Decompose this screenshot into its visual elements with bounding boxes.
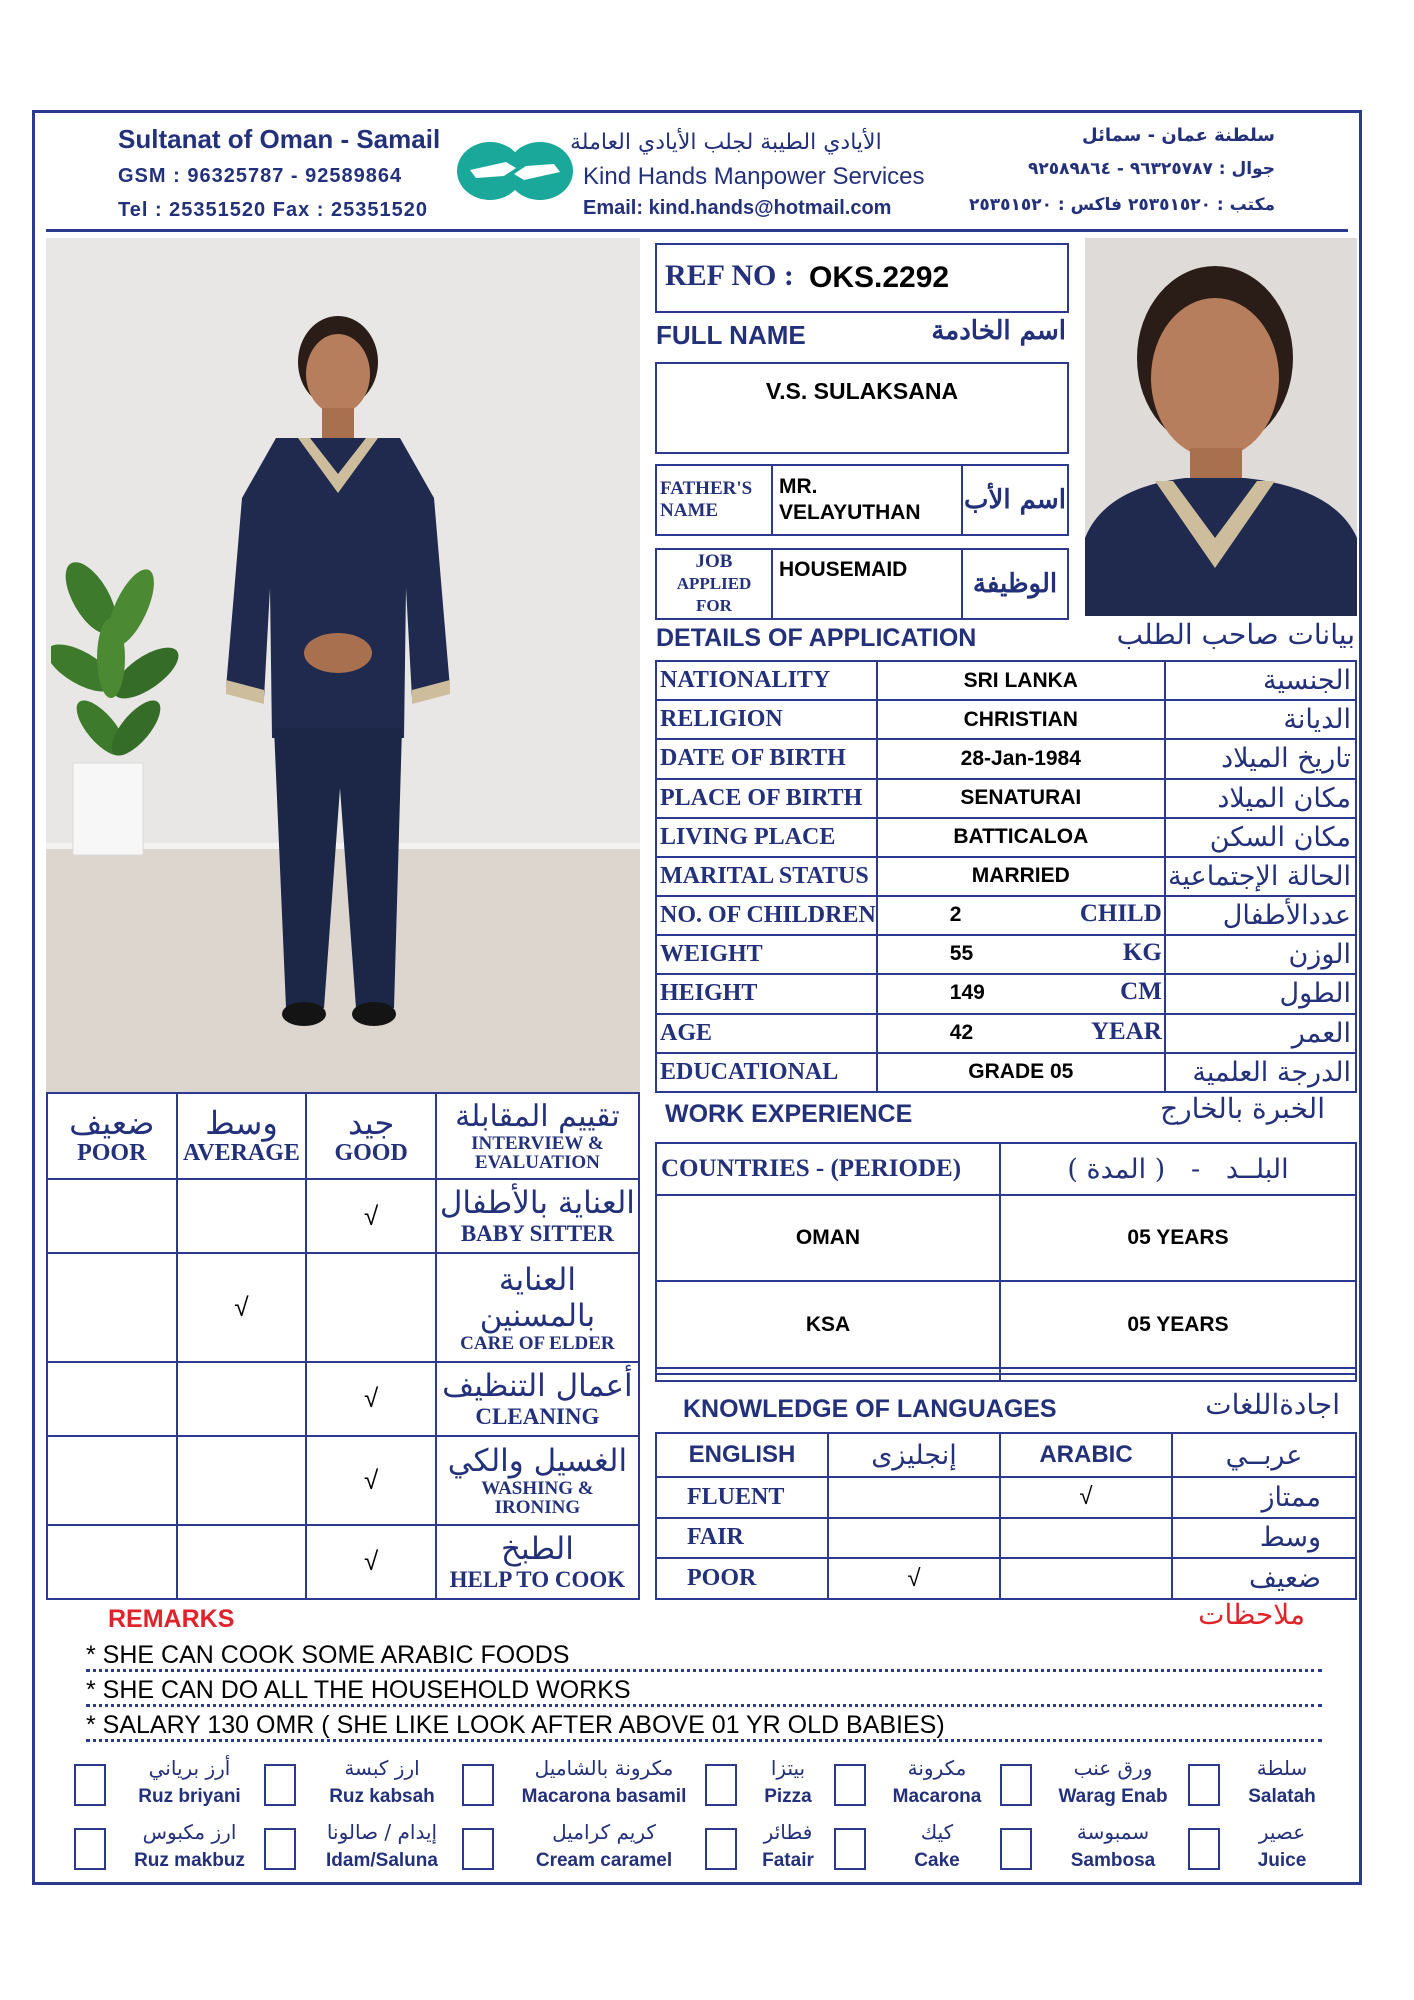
evaluation-skill-ar: أعمال التنظيف [442,1367,633,1404]
food-name-ar: فطائر [763,1820,813,1844]
details-row [656,1014,1356,1053]
details-value: SENATURAI [960,786,1082,810]
languages-row [656,1518,1356,1559]
remarks-title-en: REMARKS [108,1605,235,1633]
details-label-en: HEIGHT [656,974,877,1013]
food-name-ar: ارز مكبوس [142,1820,237,1844]
languages-level-en: FAIR [656,1518,828,1559]
father-value-2: VELAYUTHAN [779,501,921,524]
details-value: GRADE 05 [968,1060,1074,1084]
evaluation-col-ar: تقييم المقابلة [455,1099,620,1134]
evaluation-skill-en: HELP TO COOK [449,1566,626,1592]
evaluation-col-ar: ضعيف [69,1103,155,1142]
food-name-en: Sambosa [1070,1850,1156,1871]
languages-title-en: KNOWLEDGE OF LANGUAGES [683,1395,1057,1423]
languages-level-ar: ضعيف [1172,1558,1356,1599]
details-value: 55 [949,942,974,966]
food-name-en: Salatah [1248,1786,1316,1807]
portrait-photo [1085,238,1357,616]
food-name-en: Cream caramel [535,1850,673,1871]
food-name-ar: سمبوسة [1076,1820,1150,1844]
details-label-ar: عددالأطفال [1165,896,1356,935]
full-name-label-ar: اسم الخادمة [931,316,1066,346]
header-tel-ar: مكتب : ٢٥٣٥١٥٢٠ فاكس : ٢٥٣٥١٥٢٠ [968,195,1275,215]
details-row [656,700,1356,739]
header-divider [46,229,1348,232]
food-name-en: Warag Enab [1058,1786,1168,1807]
evaluation-mark-good [306,1253,435,1361]
evaluation-skill-ar: الطبخ [500,1530,574,1567]
full-body-photo [46,238,640,1092]
details-label-ar: تاريخ الميلاد [1165,739,1356,778]
food-checkbox[interactable] [74,1828,106,1870]
evaluation-mark-average [177,1362,307,1436]
evaluation-skill-en: CLEANING [475,1403,600,1429]
languages-level-ar: وسط [1172,1518,1356,1559]
evaluation-mark-average [177,1436,307,1524]
experience-country [656,1368,1000,1375]
job-label-en-2: APPLIED FOR [676,574,752,615]
details-value: BATTICALOA [953,825,1089,849]
food-name-en: Macarona [892,1786,982,1807]
remark-line: * SHE CAN DO ALL THE HOUSEHOLD WORKS [86,1673,1322,1707]
details-row [656,661,1356,700]
details-row [656,779,1356,818]
food-name-ar: مكرونة بالشاميل [534,1756,674,1780]
evaluation-col-en: INTERVIEW & EVALUATION [471,1133,604,1173]
ref-box [655,243,1069,313]
details-label-ar: الجنسية [1165,661,1356,700]
details-unit: CHILD [1079,900,1162,928]
languages-arabic-en: ARABIC [1000,1433,1172,1477]
header-tel-en: Tel : 25351520 Fax : 25351520 [118,199,428,221]
food-checkbox[interactable] [462,1828,494,1870]
evaluation-row [47,1179,639,1253]
evaluation-mark-poor [47,1179,177,1253]
header-country-en: Sultanat of Oman - Samail [118,124,441,154]
details-value: 2 [949,903,962,927]
food-name-en: Ruz makbuz [134,1850,245,1871]
details-value-cell [877,700,1165,739]
food-name-ar: ارز كبسة [344,1756,420,1780]
evaluation-col-head [177,1093,307,1179]
details-label-ar: الدرجة العلمية [1165,1053,1356,1092]
details-value-cell [877,1053,1165,1092]
food-name-ar: كريم كراميل [552,1820,656,1844]
details-table [655,660,1357,1093]
evaluation-skill-ar: الغسيل والكي [447,1443,628,1480]
languages-title-ar: اجادةاللغات [1205,1388,1340,1421]
evaluation-skill [436,1362,639,1436]
evaluation-row [47,1253,639,1361]
food-checkbox[interactable] [264,1828,296,1870]
details-value-cell [877,779,1165,818]
languages-arabic-mark [1000,1518,1172,1559]
food-name-en: Pizza [764,1786,812,1807]
languages-row [656,1477,1356,1518]
details-value: MARRIED [971,864,1070,888]
languages-table [655,1432,1357,1600]
evaluation-col-head [306,1093,435,1179]
experience-period [1000,1368,1356,1375]
details-title-ar: بيانات صاحب الطلب [1116,618,1355,651]
job-value: HOUSEMAID [779,558,908,581]
ref-label: REF NO : [665,259,794,292]
details-value-cell [877,818,1165,857]
company-logo [456,140,574,202]
evaluation-col-en: AVERAGE [183,1139,300,1166]
evaluation-skill [436,1253,639,1361]
experience-period [1000,1374,1356,1381]
food-checkbox[interactable] [834,1828,866,1870]
experience-row [656,1374,1356,1381]
languages-english-en: ENGLISH [656,1433,828,1477]
food-name-en: Idam/Saluna [326,1850,438,1871]
details-label-en: DATE OF BIRTH [656,739,877,778]
evaluation-skill-ar: العناية بالمسنين [479,1262,596,1335]
experience-country: OMAN [656,1195,1000,1281]
details-value-cell [877,661,1165,700]
details-title-en: DETAILS OF APPLICATION [656,624,977,652]
header-company-ar: الأيادي الطيبة لجلب الأيادي العاملة [570,130,882,155]
details-row [656,818,1356,857]
evaluation-col-head [436,1093,639,1179]
evaluation-col-ar: جيد [347,1103,395,1142]
details-label-en: LIVING PLACE [656,818,877,857]
header-country-ar: سلطنة عمان - سمائل [1082,125,1275,146]
food-name-ar: مكرونة [907,1756,967,1780]
experience-period: 05 YEARS [1000,1281,1356,1367]
details-label-en: WEIGHT [656,935,877,974]
evaluation-header-row [47,1093,639,1179]
details-row [656,857,1356,896]
experience-period: 05 YEARS [1000,1195,1356,1281]
details-value-cell [877,935,1165,974]
header-gsm-en: GSM : 96325787 - 92589864 [118,165,403,187]
full-name-box [655,362,1069,454]
food-checkbox[interactable] [1188,1828,1220,1870]
details-label-en: PLACE OF BIRTH [656,779,877,818]
experience-title-en: WORK EXPERIENCE [665,1100,913,1128]
details-row [656,739,1356,778]
languages-arabic-ar: عربــي [1172,1433,1356,1477]
father-name-table [655,464,1069,536]
details-value-cell [877,857,1165,896]
details-value-cell [877,974,1165,1013]
food-name-en: Ruz briyani [138,1786,241,1807]
details-value: SRI LANKA [963,668,1078,692]
details-label-ar: مكان السكن [1165,818,1356,857]
details-label-ar: الديانة [1165,700,1356,739]
experience-country: KSA [656,1281,1000,1367]
header-company-en: Kind Hands Manpower Services [583,163,925,190]
languages-row [656,1558,1356,1599]
details-label-ar: الحالة الإجتماعية [1165,857,1356,896]
evaluation-mark-average [177,1179,307,1253]
details-label-ar: العمر [1165,1014,1356,1053]
languages-level-ar: ممتاز [1172,1477,1356,1518]
evaluation-row [47,1362,639,1436]
food-checkbox[interactable] [74,1764,106,1806]
job-label-en-1: JOB [695,551,733,572]
experience-row [656,1368,1356,1375]
evaluation-col-en: POOR [77,1139,147,1166]
evaluation-col-en: GOOD [334,1139,408,1166]
job-label-ar: الوظيفة [962,549,1068,619]
details-value-cell [877,1014,1165,1053]
experience-country [656,1374,1000,1381]
food-name-ar: بيتزا [770,1756,806,1780]
food-name-en: Fatair [762,1850,814,1871]
details-value-cell [877,739,1165,778]
evaluation-row [47,1525,639,1600]
food-checkbox[interactable] [705,1764,737,1806]
details-value: CHRISTIAN [963,707,1078,731]
food-name-en: Cake [914,1850,960,1871]
food-checkbox[interactable] [462,1764,494,1806]
details-value: 42 [949,1020,974,1044]
details-unit: KG [1122,939,1162,967]
details-label-en: NATIONALITY [656,661,877,700]
details-label-en: NO. OF CHILDREN [656,896,877,935]
experience-head-en: COUNTRIES - (PERIODE) [656,1143,1000,1195]
food-name-ar: سلطة [1256,1756,1308,1780]
languages-level-en: FLUENT [656,1477,828,1518]
full-name-value: V.S. SULAKSANA [765,378,959,404]
evaluation-mark-average [177,1525,307,1600]
experience-table [655,1142,1357,1382]
remark-line: * SALARY 130 OMR ( SHE LIKE LOOK AFTER ABOVE 01 YR OLD BABIES) [86,1708,1322,1742]
details-value: 149 [949,981,985,1005]
father-label-ar: اسم الأب [962,465,1068,535]
father-label-en-1: FATHER'S [660,478,753,499]
evaluation-mark-good: √ [306,1362,435,1436]
evaluation-mark-good: √ [306,1525,435,1600]
evaluation-col-head [47,1093,177,1179]
father-value-1: MR. [779,475,818,498]
details-label-ar: الطول [1165,974,1356,1013]
food-checkbox[interactable] [1000,1764,1032,1806]
evaluation-mark-poor [47,1525,177,1600]
details-row [656,1053,1356,1092]
languages-english-mark [828,1518,1000,1559]
food-name-ar: عصير [1258,1820,1306,1844]
food-checkbox[interactable] [264,1764,296,1806]
languages-arabic-mark [1000,1558,1172,1599]
experience-header-row [656,1143,1356,1195]
evaluation-mark-poor [47,1253,177,1361]
details-label-en: AGE [656,1014,877,1053]
remarks-title-ar: ملاحظات [1198,1598,1305,1631]
evaluation-skill-en: BABY SITTER [460,1221,614,1247]
details-label-ar: مكان الميلاد [1165,779,1356,818]
details-label-ar: الوزن [1165,935,1356,974]
evaluation-skill [436,1179,639,1253]
languages-english-mark [828,1477,1000,1518]
experience-row [656,1195,1356,1281]
details-unit: CM [1120,978,1162,1006]
job-table [655,548,1069,620]
food-name-en: Macarona basamil [521,1786,687,1807]
food-name-en: Juice [1257,1850,1307,1871]
evaluation-col-ar: وسط [205,1103,278,1142]
languages-english-mark: √ [828,1558,1000,1599]
food-name-ar: كيك [920,1820,954,1844]
languages-arabic-mark: √ [1000,1477,1172,1518]
details-value-cell [877,896,1165,935]
experience-title-ar: الخبرة بالخارج [1160,1092,1325,1125]
header-email: Email: kind.hands@hotmail.com [583,197,892,219]
header-gsm-ar: جوال : ٩٦٣٢٥٧٨٧ - ٩٢٥٨٩٨٦٤ [1027,159,1275,179]
food-checkbox[interactable] [1188,1764,1220,1806]
full-name-label-en: FULL NAME [656,320,806,350]
food-checkbox[interactable] [705,1828,737,1870]
experience-head-ar: البلــد - ( المدة ) [1000,1143,1356,1195]
evaluation-row [47,1436,639,1524]
evaluation-mark-poor [47,1362,177,1436]
evaluation-table [46,1092,640,1600]
details-value: 28-Jan-1984 [960,746,1081,770]
food-checkbox[interactable] [1000,1828,1032,1870]
food-checkbox[interactable] [834,1764,866,1806]
evaluation-skill-en: CARE OF ELDER [460,1333,615,1355]
evaluation-skill [436,1525,639,1600]
details-label-en: MARITAL STATUS [656,857,877,896]
food-name-ar: ورق عنب [1073,1756,1153,1780]
details-row [656,935,1356,974]
evaluation-mark-average: √ [177,1253,307,1361]
evaluation-mark-good: √ [306,1179,435,1253]
languages-header-row [656,1433,1356,1477]
food-name-ar: إيدام / صالونا [326,1820,438,1844]
evaluation-skill [436,1436,639,1524]
details-label-en: RELIGION [656,700,877,739]
ref-value: OKS.2292 [809,261,950,294]
details-row [656,974,1356,1013]
evaluation-mark-poor [47,1436,177,1524]
evaluation-mark-good: √ [306,1436,435,1524]
evaluation-skill-en: WASHING & IRONING [481,1478,594,1519]
details-row [656,896,1356,935]
evaluation-skill-ar: العناية بالأطفال [439,1185,635,1222]
languages-english-ar: إنجليزى [828,1433,1000,1477]
experience-row [656,1281,1356,1367]
father-label-en-2: NAME [660,500,719,521]
food-name-en: Ruz kabsah [329,1786,435,1807]
remark-line: * SHE CAN COOK SOME ARABIC FOODS [86,1638,1322,1672]
food-name-ar: أرز برياني [148,1756,231,1780]
details-unit: YEAR [1090,1017,1162,1045]
languages-level-en: POOR [656,1558,828,1599]
details-label-en: EDUCATIONAL [656,1053,877,1092]
